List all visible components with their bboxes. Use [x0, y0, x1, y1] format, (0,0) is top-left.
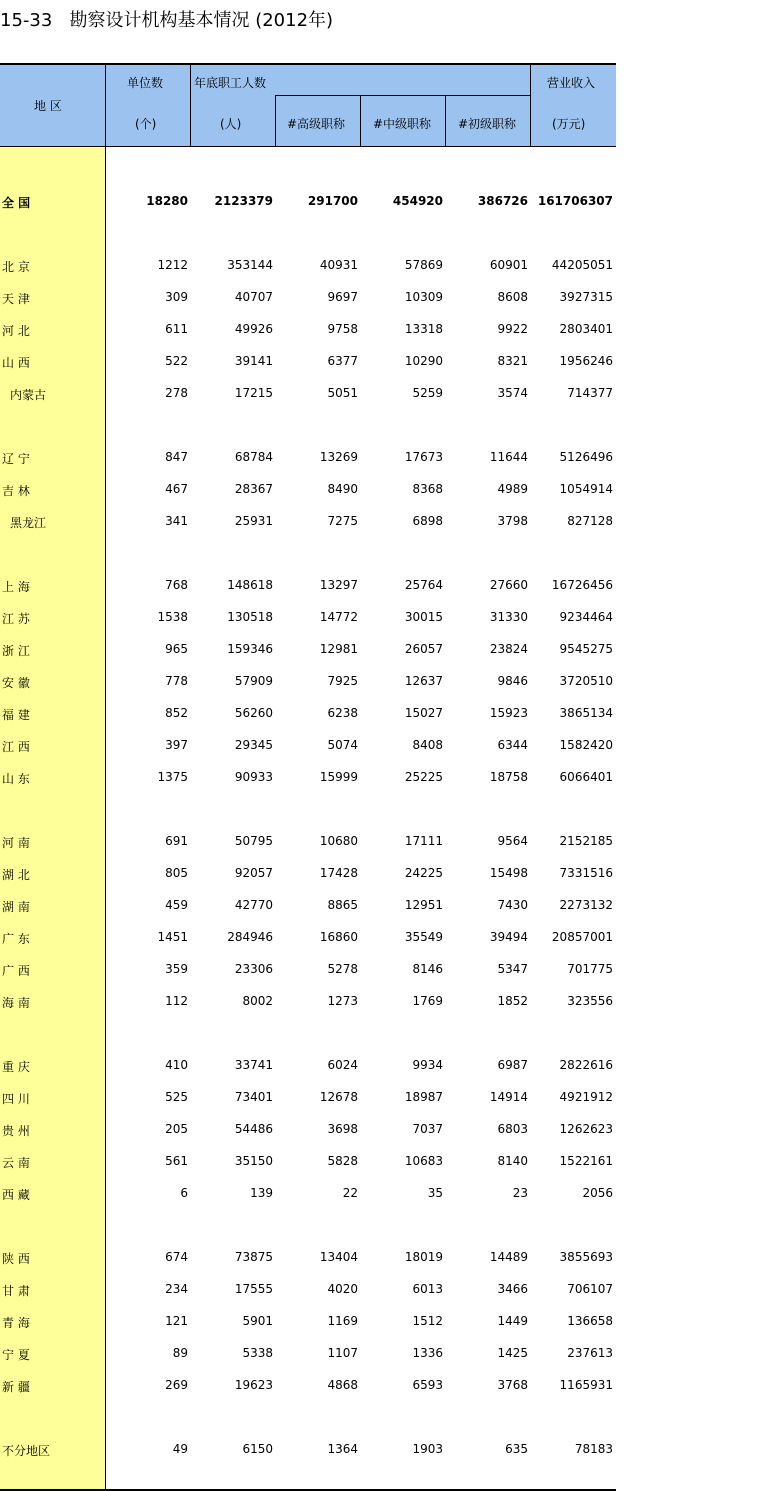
cell-senior: 3698 — [327, 1122, 358, 1136]
cell-junior: 9922 — [497, 322, 528, 336]
cell-revenue: 701775 — [567, 962, 613, 976]
cell-revenue: 827128 — [567, 514, 613, 528]
cell-revenue: 4921912 — [559, 1090, 613, 1104]
cell-units: 309 — [165, 290, 188, 304]
region-name: 浙 江 — [2, 644, 30, 658]
table-row — [0, 249, 616, 281]
cell-middle: 26057 — [404, 642, 443, 656]
table-row — [0, 1145, 616, 1177]
region-name: 陕 西 — [2, 1252, 30, 1266]
cell-middle: 1512 — [412, 1314, 443, 1328]
table-header-background — [0, 63, 616, 147]
cell-units: 359 — [165, 962, 188, 976]
cell-senior: 40931 — [319, 258, 358, 272]
region-name: 广 东 — [2, 932, 30, 946]
cell-junior: 3768 — [497, 1378, 528, 1392]
cell-revenue: 7331516 — [559, 866, 613, 880]
statistics-table — [0, 63, 616, 1491]
region-name: 湖 南 — [2, 900, 30, 914]
cell-senior: 6238 — [327, 706, 358, 720]
header-revenue-unit: (万元) — [552, 117, 586, 131]
header-senior: #高级职称 — [287, 117, 346, 131]
cell-senior: 17428 — [319, 866, 358, 880]
cell-junior: 9564 — [497, 834, 528, 848]
cell-revenue: 2822616 — [559, 1058, 613, 1072]
cell-units: 965 — [165, 642, 188, 656]
cell-revenue: 3865134 — [559, 706, 613, 720]
cell-senior: 5828 — [327, 1154, 358, 1168]
rule-col-staff — [275, 95, 276, 147]
rule-col-middle — [445, 95, 446, 147]
cell-staff: 353144 — [227, 258, 273, 272]
cell-junior: 15498 — [489, 866, 528, 880]
cell-middle: 24225 — [404, 866, 443, 880]
cell-units: 205 — [165, 1122, 188, 1136]
cell-middle: 8146 — [412, 962, 443, 976]
cell-middle: 15027 — [404, 706, 443, 720]
region-name: 山 东 — [2, 772, 30, 786]
table-row — [0, 345, 616, 377]
table-row — [0, 1113, 616, 1145]
region-name: 内蒙古 — [10, 388, 47, 402]
region-name: 青 海 — [2, 1316, 30, 1330]
table-row — [0, 697, 616, 729]
cell-revenue: 323556 — [567, 994, 613, 1008]
region-name: 湖 北 — [2, 868, 30, 882]
region-name: 天 津 — [2, 292, 30, 306]
cell-senior: 6377 — [327, 354, 358, 368]
cell-junior: 7430 — [497, 898, 528, 912]
region-name: 吉 林 — [2, 484, 30, 498]
cell-middle: 17111 — [404, 834, 443, 848]
cell-staff: 49926 — [234, 322, 273, 336]
cell-units: 525 — [165, 1090, 188, 1104]
cell-middle: 5259 — [412, 386, 443, 400]
cell-revenue: 20857001 — [551, 930, 613, 944]
cell-junior: 635 — [505, 1442, 528, 1456]
cell-revenue: 706107 — [567, 1282, 613, 1296]
cell-senior: 1364 — [327, 1442, 358, 1456]
cell-units: 778 — [165, 674, 188, 688]
cell-revenue: 44205051 — [551, 258, 613, 272]
header-staff-unit: (人) — [220, 117, 242, 131]
cell-middle: 8368 — [412, 482, 443, 496]
region-name: 江 西 — [2, 740, 30, 754]
cell-senior: 5074 — [327, 738, 358, 752]
cell-units: 522 — [165, 354, 188, 368]
cell-middle: 57869 — [404, 258, 443, 272]
table-row — [0, 1433, 616, 1465]
table-row — [0, 633, 616, 665]
cell-revenue: 2056 — [582, 1186, 613, 1200]
cell-staff: 57909 — [234, 674, 273, 688]
cell-revenue: 1582420 — [559, 738, 613, 752]
cell-staff: 130518 — [227, 610, 273, 624]
cell-staff: 33741 — [234, 1058, 273, 1072]
cell-units: 278 — [165, 386, 188, 400]
cell-staff: 35150 — [234, 1154, 273, 1168]
cell-units: 269 — [165, 1378, 188, 1392]
region-name: 贵 州 — [2, 1124, 30, 1138]
table-row — [0, 729, 616, 761]
cell-staff: 139 — [250, 1186, 273, 1200]
table-row — [0, 377, 616, 409]
region-name: 全 国 — [2, 196, 31, 210]
region-name: 辽 宁 — [2, 452, 30, 466]
table-row — [0, 953, 616, 985]
header-units-unit: (个) — [135, 117, 157, 131]
region-name: 西 藏 — [2, 1188, 30, 1202]
cell-middle: 6593 — [412, 1378, 443, 1392]
cell-senior: 4020 — [327, 1282, 358, 1296]
cell-units: 847 — [165, 450, 188, 464]
table-row — [0, 1049, 616, 1081]
cell-revenue: 3855693 — [559, 1250, 613, 1264]
cell-revenue: 1165931 — [559, 1378, 613, 1392]
region-name: 上 海 — [2, 580, 30, 594]
cell-units: 768 — [165, 578, 188, 592]
cell-units: 1212 — [157, 258, 188, 272]
table-row — [0, 1273, 616, 1305]
cell-senior: 9697 — [327, 290, 358, 304]
cell-units: 234 — [165, 1282, 188, 1296]
table-row — [0, 1177, 616, 1209]
cell-staff: 73875 — [234, 1250, 273, 1264]
table-row — [0, 825, 616, 857]
region-name: 不分地区 — [2, 1444, 51, 1458]
cell-units: 674 — [165, 1250, 188, 1264]
cell-revenue: 3927315 — [559, 290, 613, 304]
cell-revenue: 9545275 — [559, 642, 613, 656]
cell-senior: 291700 — [307, 194, 358, 208]
cell-staff: 17215 — [234, 386, 273, 400]
rule-col-units — [190, 63, 191, 147]
cell-senior: 9758 — [327, 322, 358, 336]
cell-staff: 29345 — [234, 738, 273, 752]
header-staff: 年底职工人数 — [194, 76, 267, 90]
cell-units: 1375 — [157, 770, 188, 784]
cell-junior: 9846 — [497, 674, 528, 688]
cell-units: 112 — [165, 994, 188, 1008]
region-name: 广 西 — [2, 964, 30, 978]
table-row — [0, 921, 616, 953]
cell-junior: 8140 — [497, 1154, 528, 1168]
cell-staff: 90933 — [234, 770, 273, 784]
table-row — [0, 1369, 616, 1401]
cell-junior: 23824 — [489, 642, 528, 656]
cell-staff: 159346 — [227, 642, 273, 656]
table-row — [0, 505, 616, 537]
cell-senior: 10680 — [319, 834, 358, 848]
cell-units: 691 — [165, 834, 188, 848]
cell-staff: 25931 — [234, 514, 273, 528]
cell-senior: 13297 — [319, 578, 358, 592]
page-title: 15-33 勘察设计机构基本情况 (2012年) — [0, 10, 334, 31]
table-row — [0, 281, 616, 313]
region-name: 河 北 — [2, 324, 30, 338]
region-name: 甘 肃 — [2, 1284, 30, 1298]
cell-junior: 15923 — [489, 706, 528, 720]
table-row — [0, 1241, 616, 1273]
table-row — [0, 665, 616, 697]
cell-revenue: 78183 — [574, 1442, 613, 1456]
cell-staff: 5901 — [242, 1314, 273, 1328]
cell-senior: 1169 — [327, 1314, 358, 1328]
cell-junior: 1449 — [497, 1314, 528, 1328]
cell-staff: 6150 — [242, 1442, 273, 1456]
cell-senior: 5051 — [327, 386, 358, 400]
cell-units: 1538 — [157, 610, 188, 624]
cell-junior: 27660 — [489, 578, 528, 592]
cell-staff: 5338 — [242, 1346, 273, 1360]
cell-units: 805 — [165, 866, 188, 880]
cell-staff: 92057 — [234, 866, 273, 880]
cell-middle: 10683 — [404, 1154, 443, 1168]
rule-top — [0, 63, 616, 65]
cell-middle: 17673 — [404, 450, 443, 464]
region-name: 云 南 — [2, 1156, 30, 1170]
cell-units: 1451 — [157, 930, 188, 944]
cell-revenue: 2803401 — [559, 322, 613, 336]
cell-middle: 1903 — [412, 1442, 443, 1456]
cell-staff: 8002 — [242, 994, 273, 1008]
table-row — [0, 1081, 616, 1113]
cell-senior: 1107 — [327, 1346, 358, 1360]
header-junior: #初级职称 — [458, 117, 517, 131]
cell-middle: 10290 — [404, 354, 443, 368]
cell-units: 121 — [165, 1314, 188, 1328]
cell-staff: 28367 — [234, 482, 273, 496]
header-revenue: 营业收入 — [547, 76, 596, 90]
rule-header-bottom — [0, 146, 616, 147]
cell-staff: 68784 — [234, 450, 273, 464]
cell-revenue: 1054914 — [559, 482, 613, 496]
table-row — [0, 1337, 616, 1369]
cell-junior: 18758 — [489, 770, 528, 784]
cell-senior: 16860 — [319, 930, 358, 944]
table-row — [0, 985, 616, 1017]
region-name: 江 苏 — [2, 612, 30, 626]
cell-revenue: 2152185 — [559, 834, 613, 848]
cell-units: 611 — [165, 322, 188, 336]
cell-senior: 15999 — [319, 770, 358, 784]
cell-middle: 25764 — [404, 578, 443, 592]
cell-staff: 73401 — [234, 1090, 273, 1104]
cell-middle: 18019 — [404, 1250, 443, 1264]
cell-middle: 35 — [427, 1186, 443, 1200]
cell-junior: 8321 — [497, 354, 528, 368]
cell-staff: 40707 — [234, 290, 273, 304]
cell-junior: 14914 — [489, 1090, 528, 1104]
header-middle: #中级职称 — [373, 117, 432, 131]
cell-units: 852 — [165, 706, 188, 720]
region-name: 北 京 — [2, 260, 30, 274]
region-name: 海 南 — [2, 996, 30, 1010]
cell-middle: 13318 — [404, 322, 443, 336]
cell-revenue: 2273132 — [559, 898, 613, 912]
cell-senior: 7275 — [327, 514, 358, 528]
cell-units: 561 — [165, 1154, 188, 1168]
cell-junior: 23 — [512, 1186, 528, 1200]
cell-senior: 8490 — [327, 482, 358, 496]
rule-col-senior — [360, 95, 361, 147]
region-name: 宁 夏 — [2, 1348, 30, 1362]
table-row — [0, 857, 616, 889]
cell-junior: 1425 — [497, 1346, 528, 1360]
cell-staff: 17555 — [234, 1282, 273, 1296]
cell-middle: 12637 — [404, 674, 443, 688]
cell-staff: 39141 — [234, 354, 273, 368]
table-row — [0, 441, 616, 473]
cell-units: 6 — [180, 1186, 188, 1200]
cell-staff: 19623 — [234, 1378, 273, 1392]
table-row — [0, 569, 616, 601]
cell-junior: 3798 — [497, 514, 528, 528]
cell-senior: 12678 — [319, 1090, 358, 1104]
cell-staff: 284946 — [227, 930, 273, 944]
cell-middle: 6898 — [412, 514, 443, 528]
cell-revenue: 3720510 — [559, 674, 613, 688]
cell-units: 341 — [165, 514, 188, 528]
cell-junior: 386726 — [477, 194, 528, 208]
cell-junior: 14489 — [489, 1250, 528, 1264]
table-row — [0, 1305, 616, 1337]
region-name: 山 西 — [2, 356, 30, 370]
table-row — [0, 601, 616, 633]
cell-junior: 6987 — [497, 1058, 528, 1072]
cell-junior: 4989 — [497, 482, 528, 496]
cell-junior: 5347 — [497, 962, 528, 976]
cell-middle: 454920 — [392, 194, 443, 208]
cell-revenue: 1262623 — [559, 1122, 613, 1136]
cell-senior: 4868 — [327, 1378, 358, 1392]
cell-junior: 8608 — [497, 290, 528, 304]
cell-junior: 11644 — [489, 450, 528, 464]
cell-junior: 3466 — [497, 1282, 528, 1296]
cell-junior: 6344 — [497, 738, 528, 752]
cell-units: 467 — [165, 482, 188, 496]
cell-middle: 1769 — [412, 994, 443, 1008]
cell-senior: 8865 — [327, 898, 358, 912]
cell-units: 459 — [165, 898, 188, 912]
cell-staff: 54486 — [234, 1122, 273, 1136]
cell-junior: 1852 — [497, 994, 528, 1008]
cell-units: 397 — [165, 738, 188, 752]
region-name: 黑龙江 — [10, 516, 47, 530]
cell-middle: 7037 — [412, 1122, 443, 1136]
cell-staff: 2123379 — [214, 194, 273, 208]
cell-units: 18280 — [146, 194, 188, 208]
cell-senior: 5278 — [327, 962, 358, 976]
cell-senior: 14772 — [319, 610, 358, 624]
cell-senior: 1273 — [327, 994, 358, 1008]
rule-header-sub — [275, 95, 530, 96]
rule-col-junior — [530, 63, 531, 147]
cell-revenue: 5126496 — [559, 450, 613, 464]
cell-revenue: 237613 — [567, 1346, 613, 1360]
header-units: 单位数 — [127, 76, 164, 90]
cell-units: 49 — [172, 1442, 188, 1456]
cell-middle: 30015 — [404, 610, 443, 624]
cell-junior: 6803 — [497, 1122, 528, 1136]
cell-senior: 6024 — [327, 1058, 358, 1072]
table-row — [0, 889, 616, 921]
cell-middle: 6013 — [412, 1282, 443, 1296]
cell-staff: 56260 — [234, 706, 273, 720]
cell-junior: 60901 — [489, 258, 528, 272]
region-name: 河 南 — [2, 836, 30, 850]
region-name: 四 川 — [2, 1092, 30, 1106]
cell-staff: 50795 — [234, 834, 273, 848]
cell-staff: 148618 — [227, 578, 273, 592]
cell-senior: 13269 — [319, 450, 358, 464]
cell-revenue: 1522161 — [559, 1154, 613, 1168]
cell-middle: 35549 — [404, 930, 443, 944]
cell-units: 410 — [165, 1058, 188, 1072]
region-name: 福 建 — [2, 708, 30, 722]
cell-middle: 18987 — [404, 1090, 443, 1104]
table-row — [0, 185, 616, 217]
table-row — [0, 473, 616, 505]
table-row — [0, 313, 616, 345]
table-row — [0, 761, 616, 793]
cell-middle: 8408 — [412, 738, 443, 752]
cell-middle: 9934 — [412, 1058, 443, 1072]
cell-senior: 7925 — [327, 674, 358, 688]
cell-middle: 12951 — [404, 898, 443, 912]
cell-middle: 10309 — [404, 290, 443, 304]
cell-junior: 39494 — [489, 930, 528, 944]
cell-senior: 13404 — [319, 1250, 358, 1264]
cell-staff: 42770 — [234, 898, 273, 912]
cell-middle: 25225 — [404, 770, 443, 784]
cell-revenue: 161706307 — [537, 194, 613, 208]
cell-staff: 23306 — [234, 962, 273, 976]
header-region: 地 区 — [34, 99, 62, 113]
cell-units: 89 — [172, 1346, 188, 1360]
cell-junior: 3574 — [497, 386, 528, 400]
cell-middle: 1336 — [412, 1346, 443, 1360]
cell-junior: 31330 — [489, 610, 528, 624]
cell-revenue: 16726456 — [551, 578, 613, 592]
cell-senior: 12981 — [319, 642, 358, 656]
cell-revenue: 136658 — [567, 1314, 613, 1328]
cell-revenue: 1956246 — [559, 354, 613, 368]
region-name: 重 庆 — [2, 1060, 30, 1074]
cell-revenue: 9234464 — [559, 610, 613, 624]
cell-revenue: 6066401 — [559, 770, 613, 784]
cell-senior: 22 — [342, 1186, 358, 1200]
region-name: 安 徽 — [2, 676, 30, 690]
region-name: 新 疆 — [2, 1380, 30, 1394]
cell-revenue: 714377 — [567, 386, 613, 400]
